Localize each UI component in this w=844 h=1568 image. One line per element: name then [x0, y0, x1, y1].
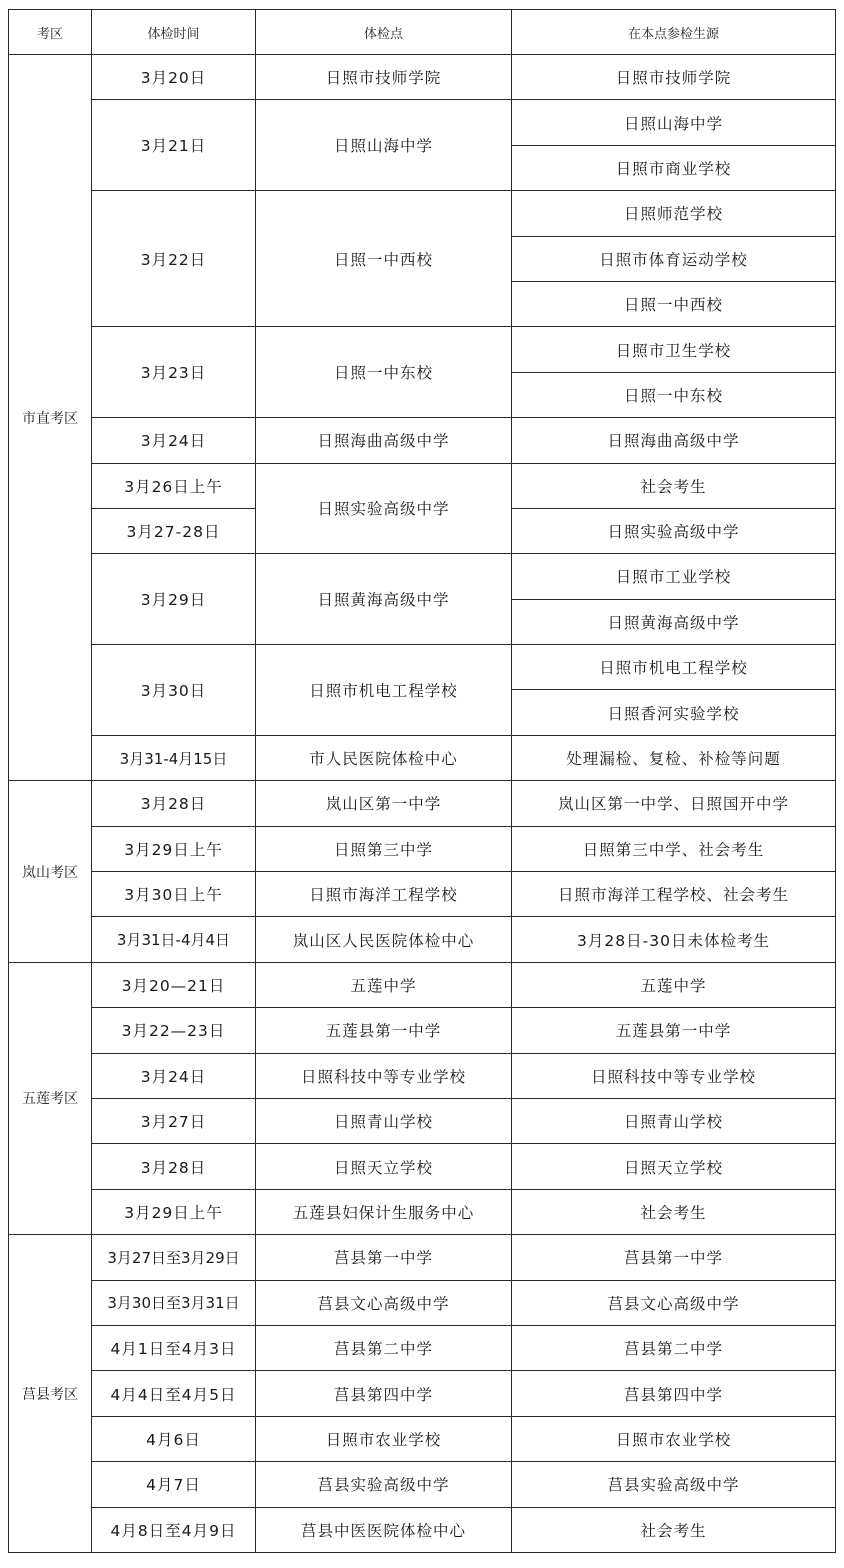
table-row — [9, 917, 836, 962]
exam-time-cell: 3月30日上午 — [92, 872, 256, 917]
exam-time-cell: 3月30日至3月31日 — [92, 1280, 256, 1325]
exam-site-cell: 岚山区人民医院体检中心 — [256, 917, 512, 962]
student-source-cell: 莒县实验高级中学 — [512, 1462, 836, 1507]
student-source-cell: 日照市体育运动学校 — [512, 236, 836, 281]
exam-site-cell: 日照第三中学 — [256, 826, 512, 871]
exam-site-cell: 日照市海洋工程学校 — [256, 872, 512, 917]
student-source-cell: 日照山海中学 — [512, 100, 836, 145]
exam-site-cell: 日照市农业学校 — [256, 1416, 512, 1461]
exam-site-cell: 日照海曲高级中学 — [256, 418, 512, 463]
table-row — [9, 1144, 836, 1189]
exam-time-cell: 3月28日 — [92, 781, 256, 826]
student-source-cell: 日照香河实验学校 — [512, 690, 836, 735]
table-row — [9, 735, 836, 780]
exam-time-cell: 3月23日 — [92, 327, 256, 418]
exam-site-cell: 市人民医院体检中心 — [256, 735, 512, 780]
exam-site-cell: 日照山海中学 — [256, 100, 512, 191]
exam-site-cell: 莒县第二中学 — [256, 1325, 512, 1370]
table-row — [9, 962, 836, 1007]
student-source-cell: 日照海曲高级中学 — [512, 418, 836, 463]
exam-time-cell: 3月24日 — [92, 1053, 256, 1098]
table-row — [9, 554, 836, 599]
exam-site-cell: 日照黄海高级中学 — [256, 554, 512, 645]
exam-site-cell: 日照一中西校 — [256, 191, 512, 327]
exam-site-cell: 莒县实验高级中学 — [256, 1462, 512, 1507]
header-region: 考区 — [9, 10, 92, 55]
table-row — [9, 872, 836, 917]
exam-time-cell: 3月20—21日 — [92, 962, 256, 1007]
student-source-cell: 日照天立学校 — [512, 1144, 836, 1189]
exam-region-cell: 五莲考区 — [9, 962, 92, 1234]
exam-time-cell: 4月7日 — [92, 1462, 256, 1507]
table-row — [9, 1325, 836, 1370]
table-row — [9, 1098, 836, 1143]
student-source-cell: 莒县第四中学 — [512, 1371, 836, 1416]
header-exam-time: 体检时间 — [92, 10, 256, 55]
exam-site-cell: 莒县第四中学 — [256, 1371, 512, 1416]
exam-site-cell: 日照科技中等专业学校 — [256, 1053, 512, 1098]
student-source-cell: 社会考生 — [512, 1189, 836, 1234]
table-row — [9, 781, 836, 826]
exam-site-cell: 五莲中学 — [256, 962, 512, 1007]
physical-exam-schedule-table — [8, 9, 836, 1553]
student-source-cell: 日照市工业学校 — [512, 554, 836, 599]
student-source-cell: 五莲县第一中学 — [512, 1008, 836, 1053]
exam-time-cell: 3月29日 — [92, 554, 256, 645]
table-row — [9, 55, 836, 100]
student-source-cell: 社会考生 — [512, 1507, 836, 1552]
student-source-cell: 日照青山学校 — [512, 1098, 836, 1143]
exam-time-cell: 3月24日 — [92, 418, 256, 463]
exam-time-cell: 4月6日 — [92, 1416, 256, 1461]
student-source-cell: 3月28日-30日未体检考生 — [512, 917, 836, 962]
table-row — [9, 645, 836, 690]
student-source-cell: 日照科技中等专业学校 — [512, 1053, 836, 1098]
exam-time-cell: 3月20日 — [92, 55, 256, 100]
student-source-cell: 莒县文心高级中学 — [512, 1280, 836, 1325]
table-row — [9, 191, 836, 236]
exam-time-cell: 4月1日至4月3日 — [92, 1325, 256, 1370]
student-source-cell: 日照市技师学院 — [512, 55, 836, 100]
exam-site-cell: 莒县第一中学 — [256, 1235, 512, 1280]
student-source-cell: 社会考生 — [512, 463, 836, 508]
student-source-cell: 处理漏检、复检、补检等问题 — [512, 735, 836, 780]
exam-region-cell: 市直考区 — [9, 55, 92, 781]
student-source-cell: 日照市海洋工程学校、社会考生 — [512, 872, 836, 917]
exam-site-cell: 日照市技师学院 — [256, 55, 512, 100]
student-source-cell: 日照黄海高级中学 — [512, 599, 836, 644]
exam-site-cell: 岚山区第一中学 — [256, 781, 512, 826]
student-source-cell: 日照市机电工程学校 — [512, 645, 836, 690]
exam-site-cell: 日照实验高级中学 — [256, 463, 512, 554]
exam-site-cell: 日照市机电工程学校 — [256, 645, 512, 736]
student-source-cell: 莒县第二中学 — [512, 1325, 836, 1370]
exam-site-cell: 日照青山学校 — [256, 1098, 512, 1143]
exam-site-cell: 莒县文心高级中学 — [256, 1280, 512, 1325]
table-row — [9, 418, 836, 463]
exam-time-cell: 3月21日 — [92, 100, 256, 191]
exam-site-cell: 日照一中东校 — [256, 327, 512, 418]
student-source-cell: 日照师范学校 — [512, 191, 836, 236]
student-source-cell: 莒县第一中学 — [512, 1235, 836, 1280]
table-row — [9, 1189, 836, 1234]
exam-site-cell: 五莲县第一中学 — [256, 1008, 512, 1053]
table-body — [9, 55, 836, 1553]
table-row — [9, 826, 836, 871]
student-source-cell: 日照第三中学、社会考生 — [512, 826, 836, 871]
exam-time-cell: 3月27日至3月29日 — [92, 1235, 256, 1280]
table-row — [9, 463, 836, 508]
student-source-cell: 五莲中学 — [512, 962, 836, 1007]
exam-time-cell: 3月29日上午 — [92, 826, 256, 871]
student-source-cell: 日照市卫生学校 — [512, 327, 836, 372]
table-row — [9, 1053, 836, 1098]
student-source-cell: 日照实验高级中学 — [512, 508, 836, 553]
exam-region-cell: 莒县考区 — [9, 1235, 92, 1553]
exam-time-cell: 3月27-28日 — [92, 508, 256, 553]
table-row — [9, 1008, 836, 1053]
student-source-cell: 日照市商业学校 — [512, 145, 836, 190]
student-source-cell: 日照市农业学校 — [512, 1416, 836, 1461]
exam-site-cell: 莒县中医医院体检中心 — [256, 1507, 512, 1552]
exam-time-cell: 3月22—23日 — [92, 1008, 256, 1053]
table-row — [9, 1280, 836, 1325]
table-row — [9, 1462, 836, 1507]
table-row — [9, 327, 836, 372]
exam-time-cell: 3月30日 — [92, 645, 256, 736]
header-exam-site: 体检点 — [256, 10, 512, 55]
student-source-cell: 日照一中东校 — [512, 372, 836, 417]
exam-time-cell: 3月26日上午 — [92, 463, 256, 508]
exam-time-cell: 3月31-4月15日 — [92, 735, 256, 780]
table-header — [9, 10, 836, 55]
exam-time-cell: 3月27日 — [92, 1098, 256, 1143]
exam-time-cell: 4月4日至4月5日 — [92, 1371, 256, 1416]
exam-time-cell: 3月28日 — [92, 1144, 256, 1189]
student-source-cell: 岚山区第一中学、日照国开中学 — [512, 781, 836, 826]
exam-time-cell: 3月29日上午 — [92, 1189, 256, 1234]
exam-time-cell: 3月22日 — [92, 191, 256, 327]
exam-time-cell: 4月8日至4月9日 — [92, 1507, 256, 1552]
exam-time-cell: 3月31日-4月4日 — [92, 917, 256, 962]
table-row — [9, 1235, 836, 1280]
table-row — [9, 1507, 836, 1552]
table-row — [9, 100, 836, 145]
exam-site-cell: 日照天立学校 — [256, 1144, 512, 1189]
table-row — [9, 1371, 836, 1416]
header-row — [9, 10, 836, 55]
exam-site-cell: 五莲县妇保计生服务中心 — [256, 1189, 512, 1234]
table-row — [9, 1416, 836, 1461]
header-student-source: 在本点参检生源 — [512, 10, 836, 55]
student-source-cell: 日照一中西校 — [512, 281, 836, 326]
exam-region-cell: 岚山考区 — [9, 781, 92, 963]
